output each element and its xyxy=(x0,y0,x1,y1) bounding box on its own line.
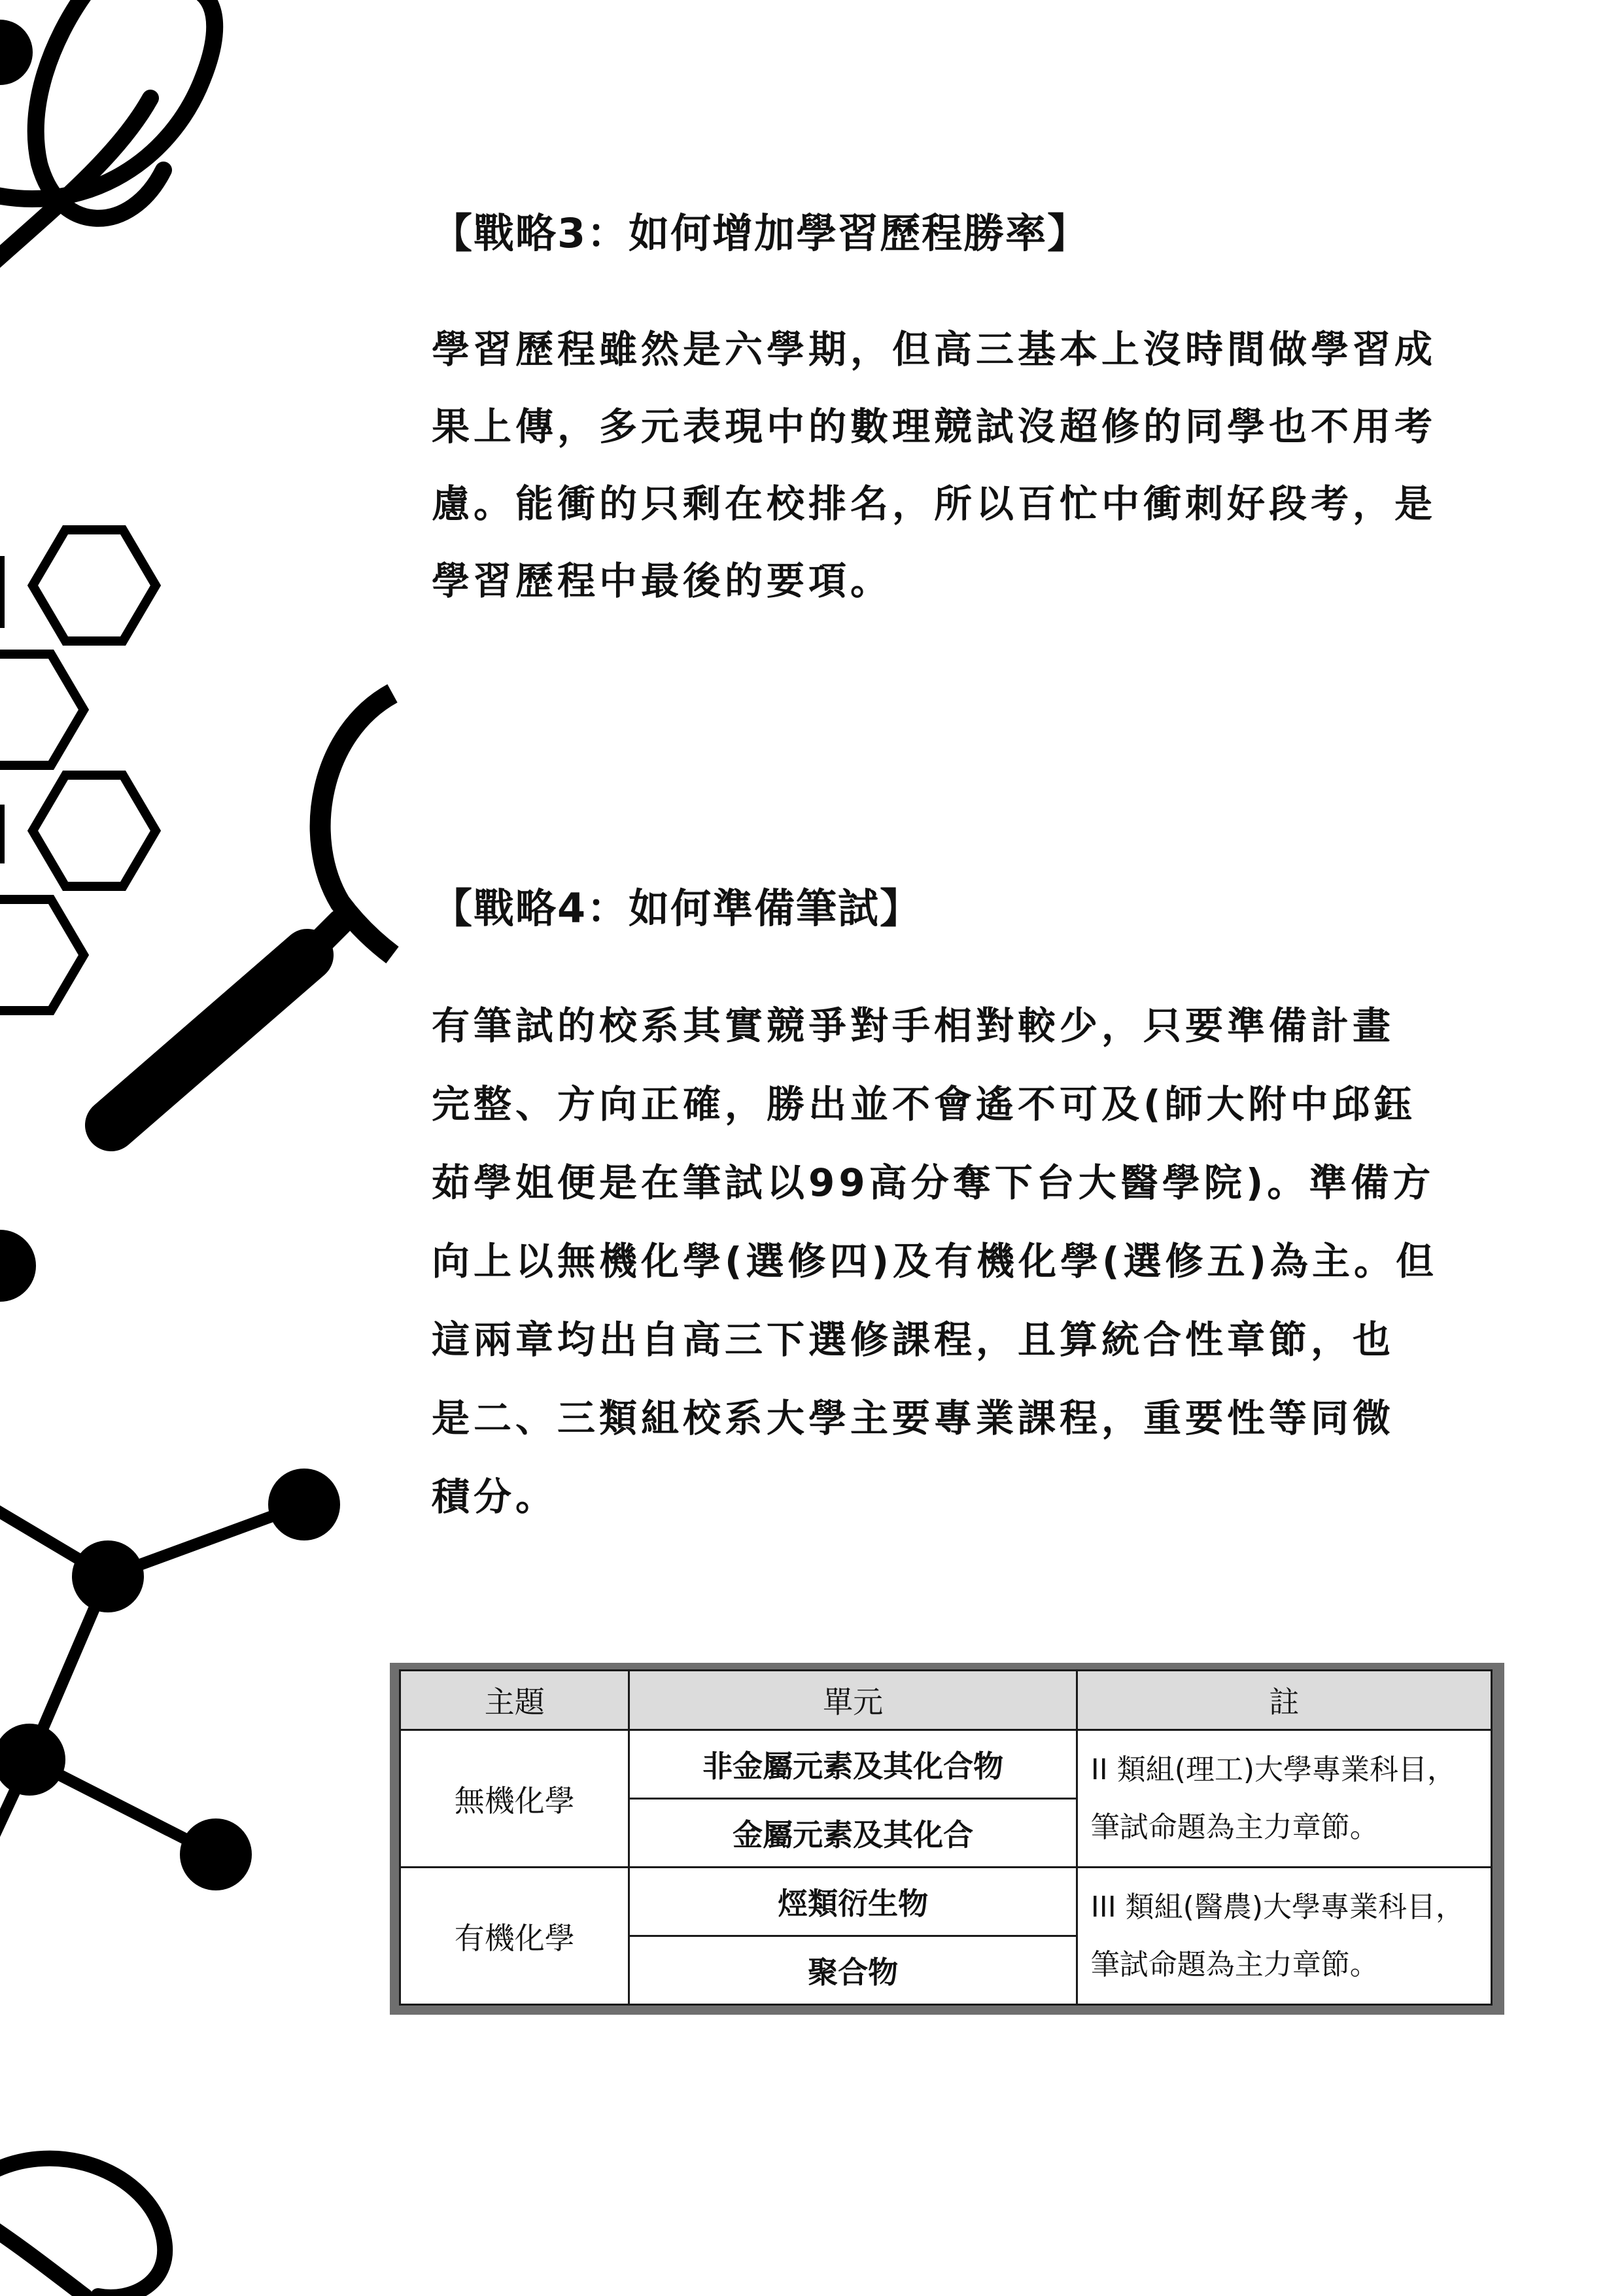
paragraph-line: 慮。能衝的只剩在校排名，所以百忙中衝刺好段考，是 xyxy=(432,481,1437,526)
chemistry-table-frame xyxy=(390,1663,1504,2015)
header-note: 註 xyxy=(1077,1671,1491,1730)
paragraph-line: 積分。 xyxy=(432,1474,558,1519)
strategy3-heading: 【戰略3：如何增加學習歷程勝率】 xyxy=(432,209,1090,257)
paragraph-line: 茹學姐便是在筆試以99高分奪下台大醫學院)。準備方 xyxy=(432,1160,1435,1205)
topic-cell: 有機化學 xyxy=(400,1868,629,2005)
paragraph-line: 向上以無機化學(選修四)及有機化學(選修五)為主。但 xyxy=(432,1239,1438,1283)
strategy4-heading: 【戰略4：如何準備筆試】 xyxy=(432,884,922,932)
paragraph-line: 完整、方向正確，勝出並不會遙不可及(師大附中邱鈺 xyxy=(432,1082,1416,1126)
unit-cell: 烴類衍生物 xyxy=(629,1868,1077,1936)
strategy4-paragraph xyxy=(432,986,1511,1536)
note-cell xyxy=(1077,1730,1491,1868)
paragraph-line: 果上傳，多元表現中的數理競試沒超修的同學也不用考 xyxy=(432,404,1437,449)
hexagon-molecule-icon xyxy=(0,530,156,1011)
table-row xyxy=(400,1730,1492,1799)
chemistry-topics-table xyxy=(399,1669,1493,2006)
magnifying-glass-icon xyxy=(111,693,392,1125)
topic-cell: 無機化學 xyxy=(400,1730,629,1868)
paragraph-line: 學習歷程中最後的要項。 xyxy=(432,559,893,603)
note-line: II 類組(理工)大學專業科目， xyxy=(1090,1752,1457,1786)
unit-cell: 聚合物 xyxy=(629,1936,1077,2005)
orbit-lines-icon xyxy=(0,2159,165,2296)
half-circle-icon xyxy=(0,1230,36,1302)
ball-and-stick-molecule-icon xyxy=(0,1469,340,1890)
paragraph-line: 有筆試的校系其實競爭對手相對較少，只要準備計畫 xyxy=(432,1003,1395,1048)
table-header-row xyxy=(400,1671,1492,1730)
header-topic: 主題 xyxy=(400,1671,629,1730)
orbit-lines-icon xyxy=(0,0,215,268)
strategy3-paragraph xyxy=(432,311,1511,619)
note-line: 筆試命題為主力章節。 xyxy=(1090,1810,1379,1844)
paragraph-line: 學習歷程雖然是六學期，但高三基本上沒時間做學習成 xyxy=(432,327,1437,372)
note-line: III 類組(醫農)大學專業科目， xyxy=(1090,1890,1465,1924)
paragraph-line: 是二、三類組校系大學主要專業課程，重要性等同微 xyxy=(432,1396,1395,1440)
unit-cell: 非金屬元素及其化合物 xyxy=(629,1730,1077,1799)
paragraph-line: 這兩章均出自高三下選修課程，且算統合性章節，也 xyxy=(432,1317,1395,1362)
note-cell xyxy=(1077,1868,1491,2005)
unit-cell: 金屬元素及其化合 xyxy=(629,1799,1077,1868)
note-line: 筆試命題為主力章節。 xyxy=(1090,1947,1379,1981)
header-unit: 單元 xyxy=(629,1671,1077,1730)
table-row xyxy=(400,1868,1492,1936)
